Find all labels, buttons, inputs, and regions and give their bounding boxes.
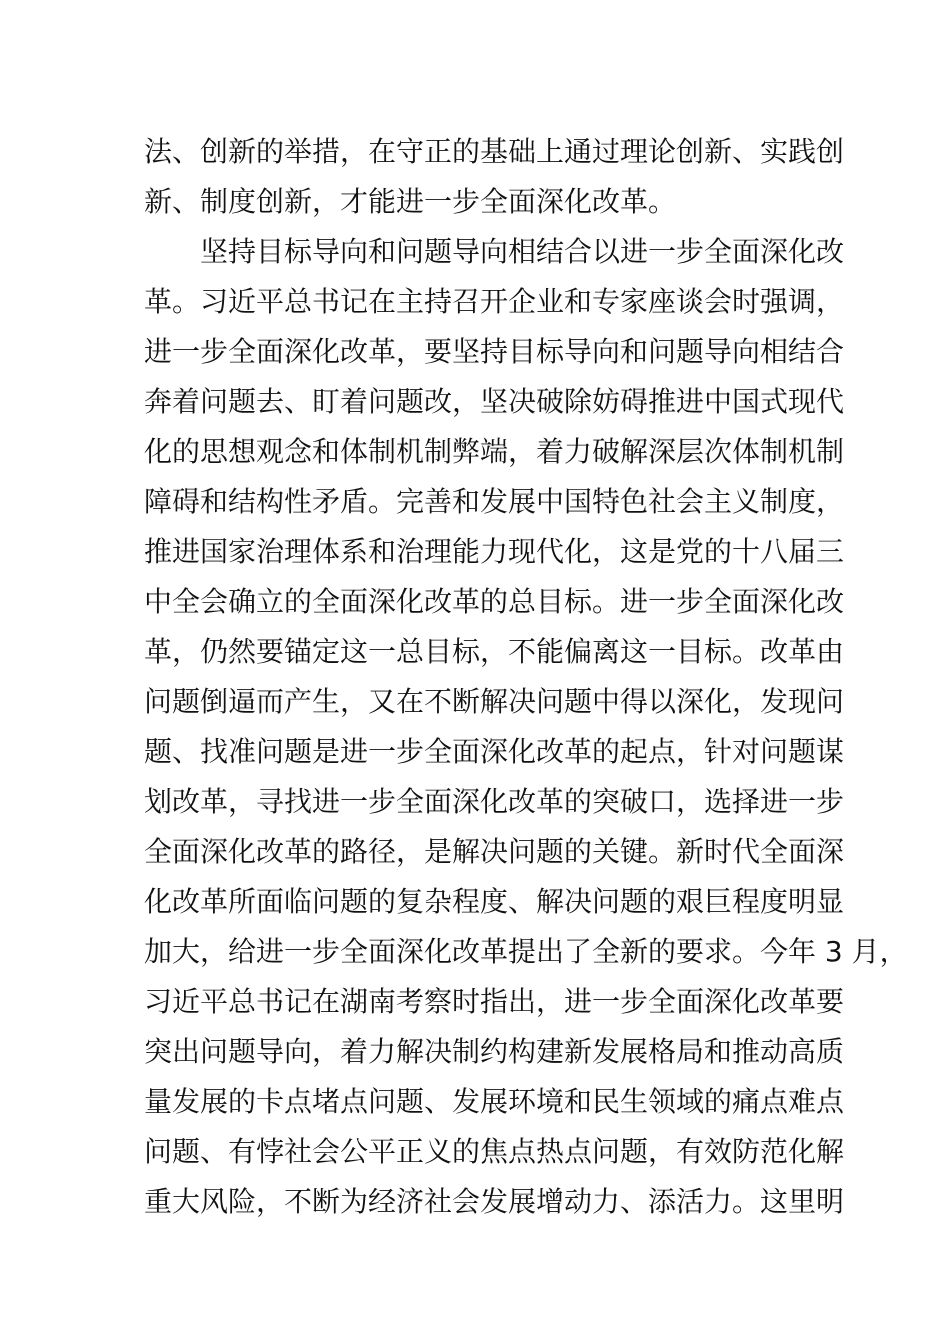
text-line: 量发展的卡点堵点问题、发展环境和民生领域的痛点难点: [144, 1085, 845, 1118]
body-text: [144, 127, 908, 1227]
text-line: 法、创新的举措，在守正的基础上通过理论创新、实践创: [144, 135, 845, 168]
text-line: 重大风险，不断为经济社会发展增动力、添活力。这里明: [144, 1185, 845, 1218]
text-line: 划改革，寻找进一步全面深化改革的突破口，选择进一步: [144, 785, 845, 818]
text-line: 新、制度创新，才能进一步全面深化改革。: [144, 185, 677, 218]
text-line: 中全会确立的全面深化改革的总目标。进一步全面深化改: [144, 585, 845, 618]
text-line: 题、找准问题是进一步全面深化改革的起点，针对问题谋: [144, 735, 845, 768]
text-line: 推进国家治理体系和治理能力现代化，这是党的十八届三: [144, 535, 845, 568]
text-line: 进一步全面深化改革，要坚持目标导向和问题导向相结合: [144, 335, 845, 368]
text-line: 奔着问题去、盯着问题改，坚决破除妨碍推进中国式现代: [144, 385, 845, 418]
text-line: 化的思想观念和体制机制弊端，着力破解深层次体制机制: [144, 435, 845, 468]
text-line: 革，仍然要锚定这一总目标，不能偏离这一目标。改革由: [144, 635, 845, 668]
text-line: 问题倒逼而产生，又在不断解决问题中得以深化，发现问: [144, 685, 845, 718]
text-line: 加大，给进一步全面深化改革提出了全新的要求。今年 3 月，: [144, 935, 908, 968]
text-line: 问题、有悖社会公平正义的焦点热点问题，有效防范化解: [144, 1135, 845, 1168]
text-line: 全面深化改革的路径，是解决问题的关键。新时代全面深: [144, 835, 845, 868]
text-line: 障碍和结构性矛盾。完善和发展中国特色社会主义制度，: [144, 485, 845, 518]
paragraph-start-line: 坚持目标导向和问题导向相结合以进一步全面深化改: [200, 235, 845, 268]
text-line: 习近平总书记在湖南考察时指出，进一步全面深化改革要: [144, 985, 845, 1018]
text-line: 突出问题导向，着力解决制约构建新发展格局和推动高质: [144, 1035, 845, 1068]
text-line: 革。习近平总书记在主持召开企业和专家座谈会时强调，: [144, 285, 845, 318]
text-line: 化改革所面临问题的复杂程度、解决问题的艰巨程度明显: [144, 885, 845, 918]
